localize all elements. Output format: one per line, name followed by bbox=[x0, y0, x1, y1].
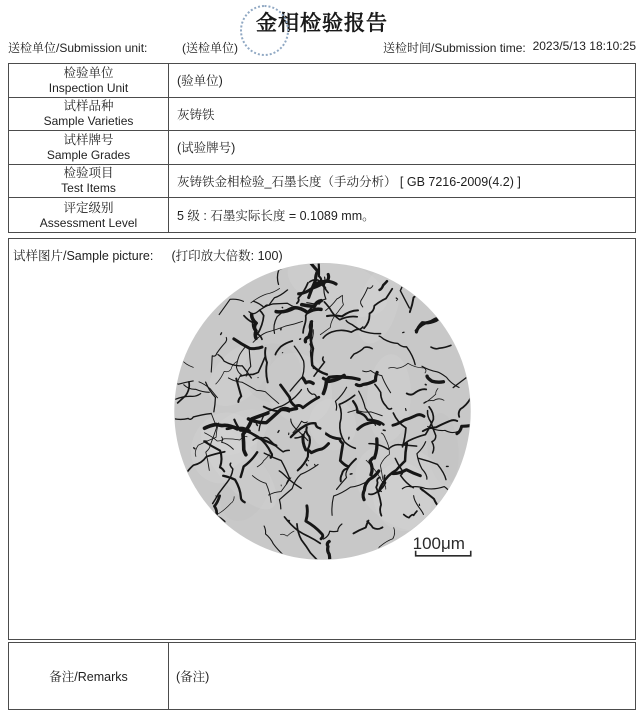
submission-unit-label: 送检单位/Submission unit: bbox=[8, 41, 148, 55]
row-value-sample-grades: (试验牌号) bbox=[169, 131, 635, 165]
row-label-en: Assessment Level bbox=[39, 215, 138, 230]
sample-picture-label: 试样图片/Sample picture: bbox=[13, 249, 154, 263]
row-label-en: Test Items bbox=[61, 181, 116, 196]
row-label-test-items bbox=[9, 165, 169, 199]
row-value-test-items: 灰铸铁金相检验_石墨长度（手动分析） [ GB 7216-2009(4.2) ] bbox=[169, 165, 635, 199]
page-title: 金相检验报告 bbox=[256, 12, 388, 35]
row-value-inspection-unit: (验单位) bbox=[169, 64, 635, 98]
info-table bbox=[8, 63, 636, 233]
row-label-assessment-level bbox=[9, 198, 169, 232]
submission-unit-value: (送检单位) bbox=[182, 41, 238, 55]
row-label-en: Sample Grades bbox=[46, 147, 131, 162]
row-value-sample-varieties: 灰铸铁 bbox=[169, 98, 635, 132]
row-label-sample-varieties bbox=[9, 98, 169, 132]
row-label-en: Inspection Unit bbox=[48, 80, 129, 95]
row-label-zh: 评定级别 bbox=[63, 200, 114, 215]
row-label-sample-grades bbox=[9, 131, 169, 165]
row-value-assessment-level: 5 级 : 石墨实际长度 = 0.1089 mm。 bbox=[177, 209, 375, 224]
remarks-value: (备注) bbox=[176, 670, 210, 684]
remarks-section bbox=[8, 642, 636, 710]
row-label-zh: 试样品种 bbox=[63, 99, 114, 114]
micrograph-image bbox=[9, 239, 635, 639]
sample-picture-header bbox=[13, 246, 283, 264]
scale-bar-label: 100μm bbox=[412, 533, 465, 553]
submission-time-value: 2023/5/13 18:10:25 bbox=[532, 39, 636, 53]
row-label-en: Sample Varieties bbox=[43, 114, 134, 129]
report-header-line bbox=[8, 39, 636, 55]
submission-time-label: 送检时间/Submission time: bbox=[383, 41, 526, 55]
row-label-zh: 检验单位 bbox=[63, 65, 114, 80]
print-magnification: (打印放大倍数: 100) bbox=[171, 249, 283, 263]
row-label-zh: 检验项目 bbox=[63, 166, 114, 181]
row-label-zh: 试样牌号 bbox=[63, 132, 114, 147]
remarks-label: 备注/Remarks bbox=[9, 643, 169, 709]
sample-picture-section bbox=[8, 238, 636, 640]
row-label-inspection-unit bbox=[9, 64, 169, 98]
